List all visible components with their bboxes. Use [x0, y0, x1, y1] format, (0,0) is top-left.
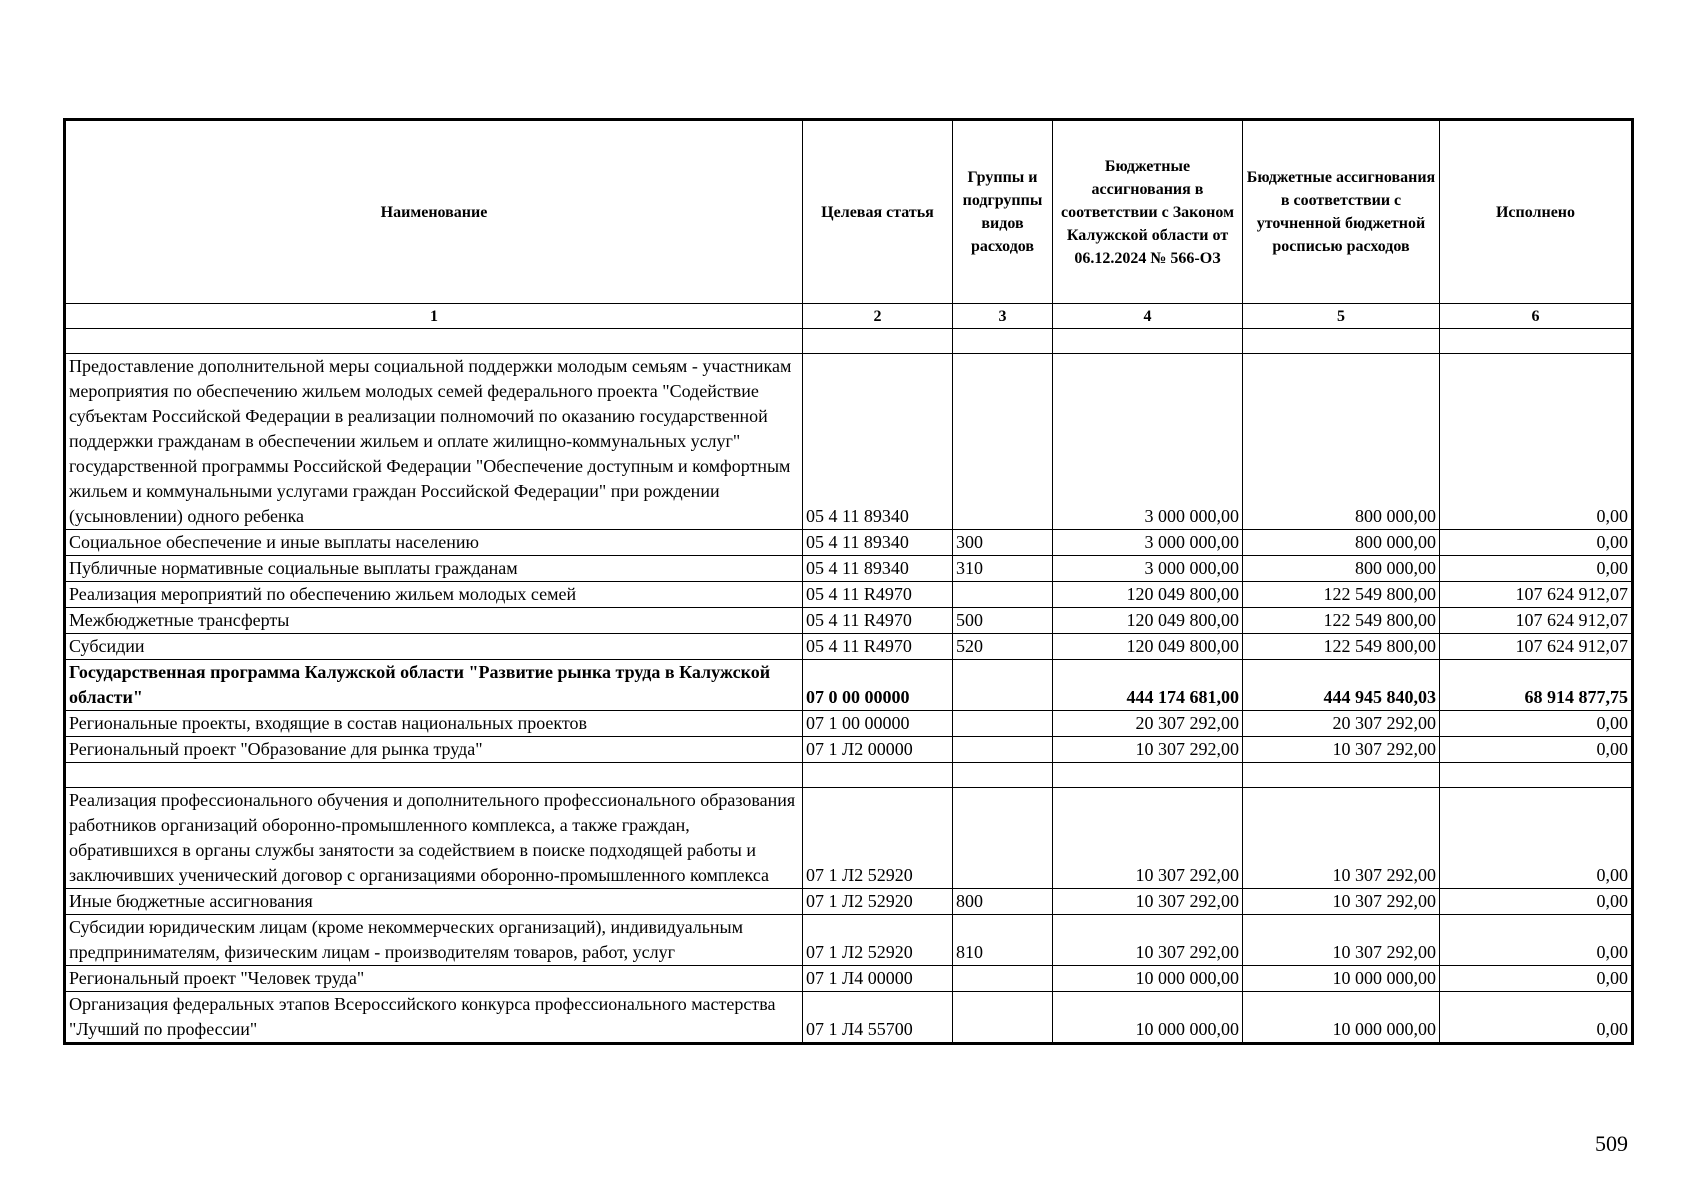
- row-executed: 0,00: [1440, 788, 1633, 889]
- row-refined-allocation: 800 000,00: [1243, 354, 1440, 530]
- row-name: Реализация профессионального обучения и дополнительного профессионального образования работников организаций оборонно-промышленного комплекса, а также граждан, обратившихся в органы службы занятости за содействием в поиске подходящей работы и заключивших ученический договор с организациями оборонно-промышленного комплекса: [65, 788, 803, 889]
- row-name: Региональный проект "Человек труда": [65, 966, 803, 992]
- row-refined-allocation: 444 945 840,03: [1243, 660, 1440, 711]
- table-row: [65, 354, 1633, 530]
- row-refined-allocation: 800 000,00: [1243, 556, 1440, 582]
- header-name: Наименование: [65, 120, 803, 304]
- row-law-allocation: 10 000 000,00: [1053, 992, 1243, 1044]
- row-expense-group: [953, 582, 1053, 608]
- row-executed: 107 624 912,07: [1440, 634, 1633, 660]
- row-expense-group: 310: [953, 556, 1053, 582]
- row-expense-group: [953, 992, 1053, 1044]
- row-executed: 0,00: [1440, 711, 1633, 737]
- table-row: [65, 660, 1633, 711]
- row-executed: 0,00: [1440, 354, 1633, 530]
- header-executed: Исполнено: [1440, 120, 1633, 304]
- row-executed: 0,00: [1440, 737, 1633, 763]
- row-refined-allocation: 10 307 292,00: [1243, 889, 1440, 915]
- column-number-row: [65, 304, 1633, 329]
- row-target-article: 07 1 Л4 55700: [803, 992, 953, 1044]
- row-law-allocation: 3 000 000,00: [1053, 556, 1243, 582]
- row-target-article: 07 1 Л2 52920: [803, 788, 953, 889]
- row-executed: 0,00: [1440, 966, 1633, 992]
- row-refined-allocation: 10 307 292,00: [1243, 915, 1440, 966]
- row-law-allocation: 3 000 000,00: [1053, 354, 1243, 530]
- row-expense-group: [953, 711, 1053, 737]
- row-name: Организация федеральных этапов Всероссийского конкурса профессионального мастерства "Лучший по профессии": [65, 992, 803, 1044]
- row-target-article: 05 4 11 89340: [803, 556, 953, 582]
- row-executed: 68 914 877,75: [1440, 660, 1633, 711]
- table-body: [65, 329, 1633, 1044]
- row-executed: 0,00: [1440, 992, 1633, 1044]
- row-target-article: 07 1 Л2 52920: [803, 915, 953, 966]
- row-refined-allocation: 122 549 800,00: [1243, 608, 1440, 634]
- row-target-article: 07 1 Л4 00000: [803, 966, 953, 992]
- row-target-article: 07 0 00 00000: [803, 660, 953, 711]
- row-executed: 0,00: [1440, 889, 1633, 915]
- row-refined-allocation: 122 549 800,00: [1243, 582, 1440, 608]
- row-expense-group: 800: [953, 889, 1053, 915]
- table-row-spacer: [65, 763, 1633, 788]
- row-name: Субсидии: [65, 634, 803, 660]
- row-target-article: 05 4 11 R4970: [803, 582, 953, 608]
- row-executed: 0,00: [1440, 556, 1633, 582]
- row-name: Региональный проект "Образование для рынка труда": [65, 737, 803, 763]
- row-law-allocation: 120 049 800,00: [1053, 582, 1243, 608]
- table-row: [65, 711, 1633, 737]
- row-law-allocation: 120 049 800,00: [1053, 608, 1243, 634]
- row-name: Социальное обеспечение и иные выплаты населению: [65, 530, 803, 556]
- row-expense-group: [953, 737, 1053, 763]
- row-law-allocation: 3 000 000,00: [1053, 530, 1243, 556]
- row-refined-allocation: 20 307 292,00: [1243, 711, 1440, 737]
- row-expense-group: 500: [953, 608, 1053, 634]
- row-law-allocation: 120 049 800,00: [1053, 634, 1243, 660]
- row-name: Межбюджетные трансферты: [65, 608, 803, 634]
- table-row: [65, 582, 1633, 608]
- table-row: [65, 915, 1633, 966]
- row-target-article: 05 4 11 89340: [803, 530, 953, 556]
- row-target-article: 07 1 00 00000: [803, 711, 953, 737]
- row-target-article: 07 1 Л2 52920: [803, 889, 953, 915]
- row-name: Публичные нормативные социальные выплаты гражданам: [65, 556, 803, 582]
- row-expense-group: 300: [953, 530, 1053, 556]
- row-target-article: 05 4 11 R4970: [803, 608, 953, 634]
- row-executed: 0,00: [1440, 915, 1633, 966]
- page-number: 509: [1595, 1131, 1628, 1156]
- table-row-spacer: [65, 329, 1633, 354]
- row-expense-group: 810: [953, 915, 1053, 966]
- row-name: Региональные проекты, входящие в состав национальных проектов: [65, 711, 803, 737]
- table-row: [65, 737, 1633, 763]
- row-target-article: 05 4 11 89340: [803, 354, 953, 530]
- column-number: 5: [1243, 304, 1440, 329]
- row-law-allocation: 10 307 292,00: [1053, 889, 1243, 915]
- column-number: 3: [953, 304, 1053, 329]
- row-name: Предоставление дополнительной меры социальной поддержки молодым семьям - участникам мероприятия по обеспечению жильем молодых семей федерального проекта "Содействие субъектам Российской Федерации в реализации полномочий по оказанию государственной поддержки гражданам в обеспечении жильем и оплате жилищно-коммунальных услуг" государственной программы Российской Федерации "Обеспечение доступным и комфортным жильем и коммунальными услугами граждан Российской Федерации" при рождении (усыновлении) одного ребенка: [65, 354, 803, 530]
- row-law-allocation: 10 307 292,00: [1053, 915, 1243, 966]
- column-number: 4: [1053, 304, 1243, 329]
- row-law-allocation: 20 307 292,00: [1053, 711, 1243, 737]
- row-refined-allocation: 10 307 292,00: [1243, 737, 1440, 763]
- row-refined-allocation: 800 000,00: [1243, 530, 1440, 556]
- row-target-article: 05 4 11 R4970: [803, 634, 953, 660]
- row-target-article: 07 1 Л2 00000: [803, 737, 953, 763]
- table-row: [65, 992, 1633, 1044]
- table-row: [65, 634, 1633, 660]
- header-refined-allocations: Бюджетные ассигнования в соответствии с уточненной бюджетной росписью расходов: [1243, 120, 1440, 304]
- row-law-allocation: 10 307 292,00: [1053, 788, 1243, 889]
- header-row: [65, 120, 1633, 304]
- table-row: [65, 608, 1633, 634]
- row-name: Реализация мероприятий по обеспечению жильем молодых семей: [65, 582, 803, 608]
- table-row: [65, 530, 1633, 556]
- row-expense-group: [953, 354, 1053, 530]
- row-expense-group: 520: [953, 634, 1053, 660]
- table-row: [65, 889, 1633, 915]
- row-expense-group: [953, 966, 1053, 992]
- row-law-allocation: 10 000 000,00: [1053, 966, 1243, 992]
- row-expense-group: [953, 788, 1053, 889]
- table-row: [65, 966, 1633, 992]
- row-refined-allocation: 10 000 000,00: [1243, 992, 1440, 1044]
- column-number: 6: [1440, 304, 1633, 329]
- table-row: [65, 788, 1633, 889]
- row-refined-allocation: 122 549 800,00: [1243, 634, 1440, 660]
- row-executed: 107 624 912,07: [1440, 608, 1633, 634]
- header-law-allocations: Бюджетные ассигнования в соответствии с Законом Калужской области от 06.12.2024 № 566-ОЗ: [1053, 120, 1243, 304]
- header-target-article: Целевая статья: [803, 120, 953, 304]
- budget-table: [63, 118, 1634, 1045]
- row-law-allocation: 444 174 681,00: [1053, 660, 1243, 711]
- row-refined-allocation: 10 000 000,00: [1243, 966, 1440, 992]
- column-number: 1: [65, 304, 803, 329]
- row-refined-allocation: 10 307 292,00: [1243, 788, 1440, 889]
- row-name: Государственная программа Калужской области "Развитие рынка труда в Калужской области": [65, 660, 803, 711]
- table-row: [65, 556, 1633, 582]
- header-expense-groups: Группы и подгруппы видов расходов: [953, 120, 1053, 304]
- row-executed: 107 624 912,07: [1440, 582, 1633, 608]
- row-law-allocation: 10 307 292,00: [1053, 737, 1243, 763]
- column-number: 2: [803, 304, 953, 329]
- row-expense-group: [953, 660, 1053, 711]
- row-name: Иные бюджетные ассигнования: [65, 889, 803, 915]
- row-name: Субсидии юридическим лицам (кроме некоммерческих организаций), индивидуальным предпринимателям, физическим лицам - производителям товаров, работ, услуг: [65, 915, 803, 966]
- row-executed: 0,00: [1440, 530, 1633, 556]
